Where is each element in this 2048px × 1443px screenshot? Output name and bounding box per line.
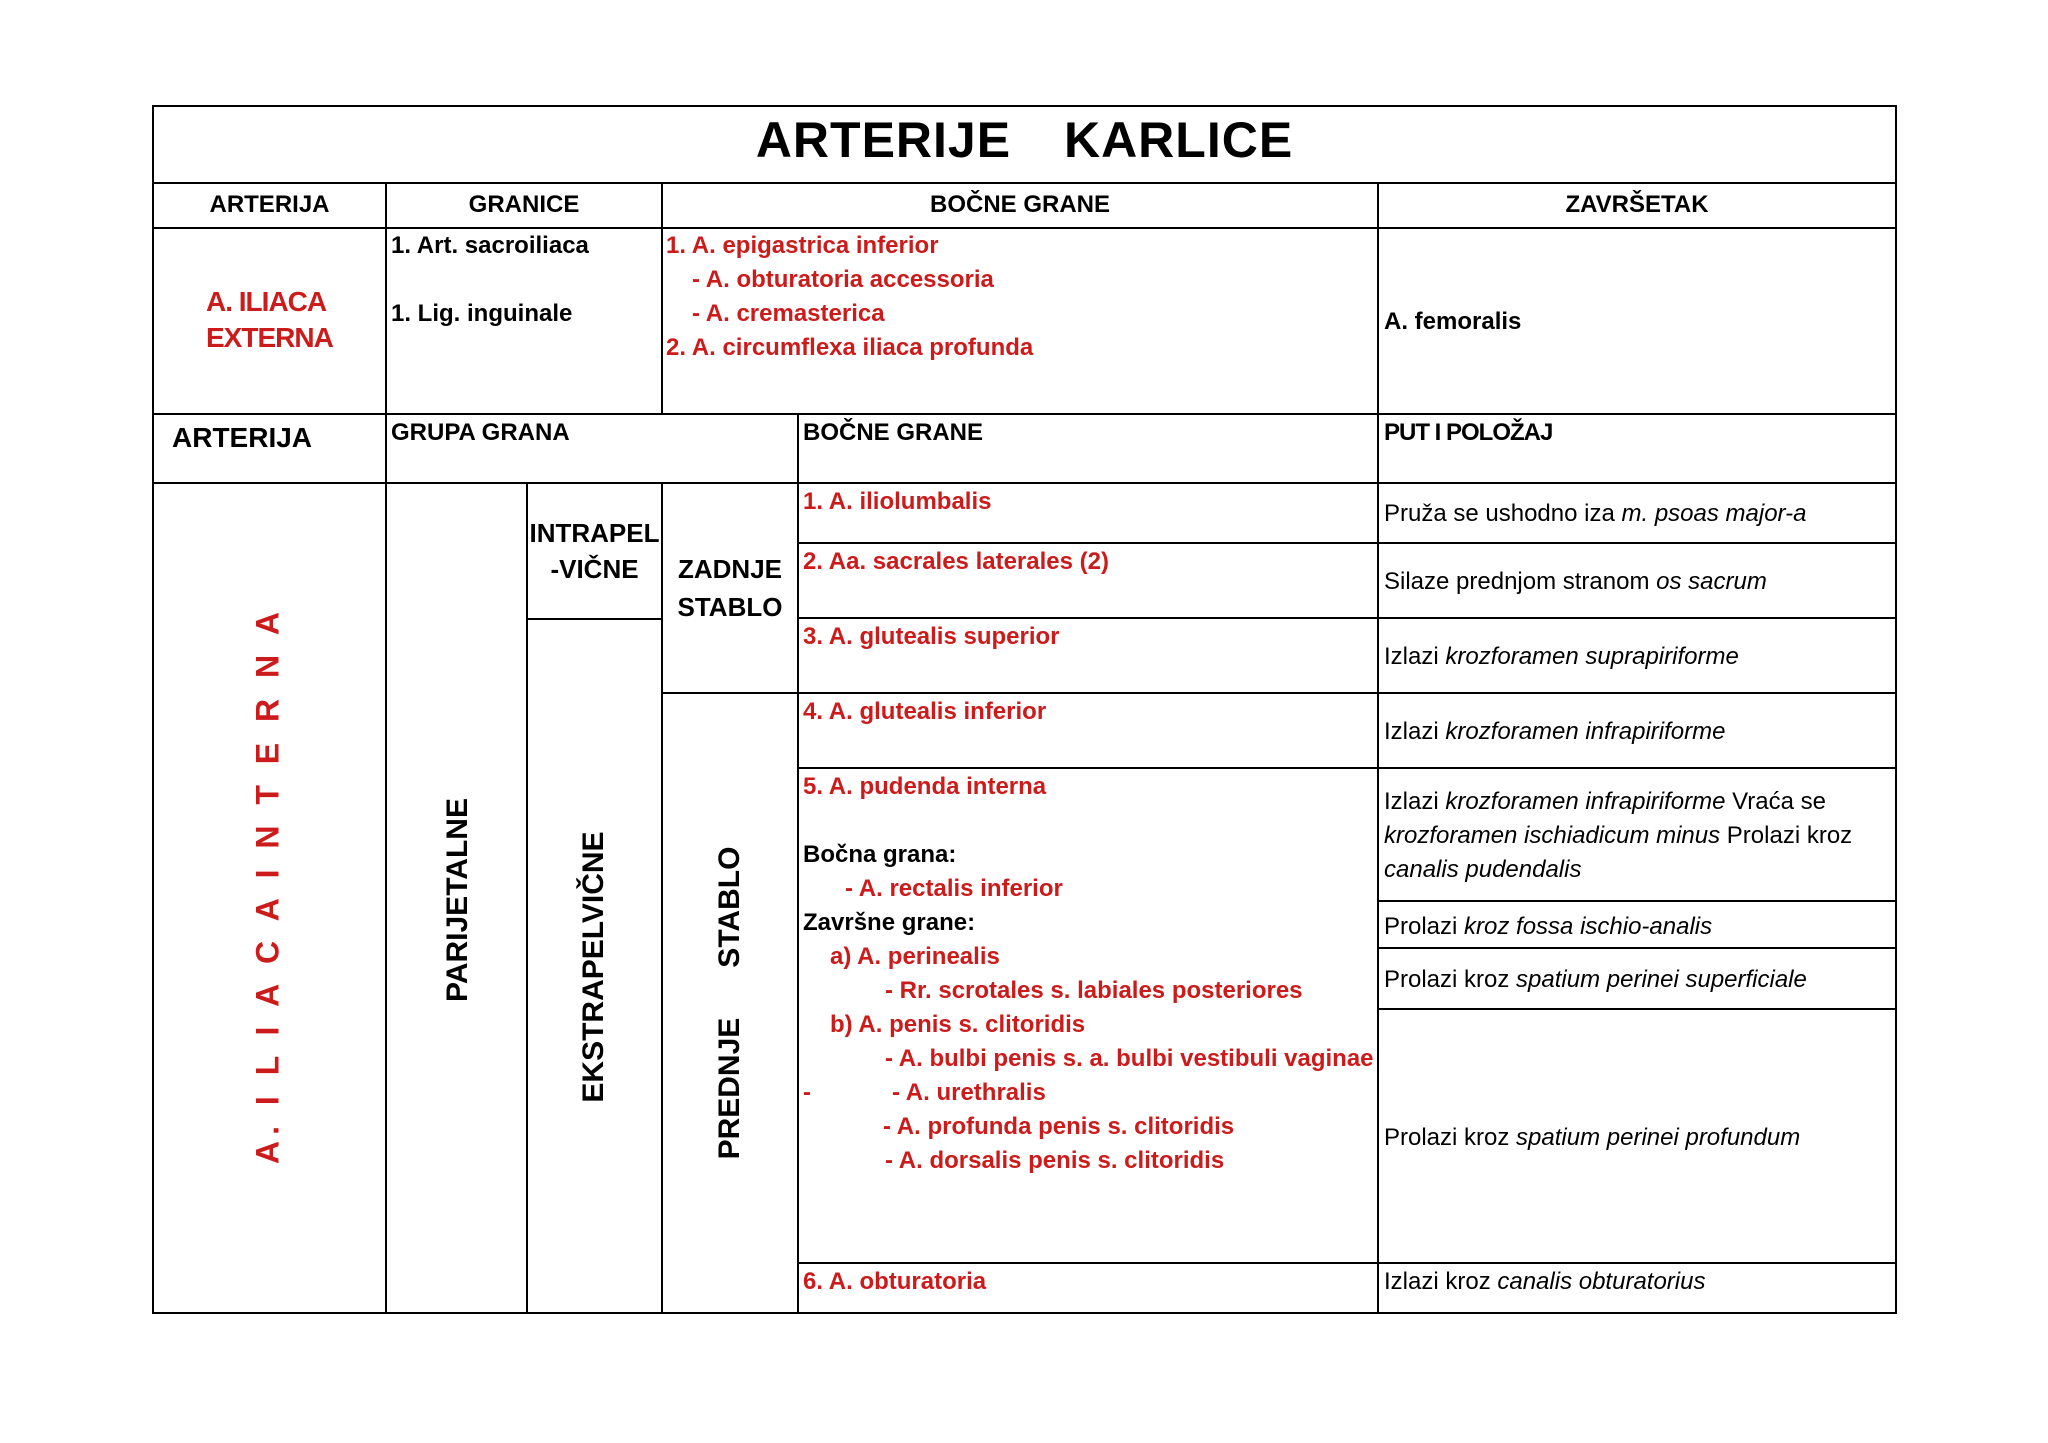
put-perinei-superficiale: Prolazi kroz spatium perinei superficiale bbox=[1384, 966, 1807, 993]
put-pudenda-line1: Izlazi krozforamen infrapiriforme Vraća se bbox=[1384, 788, 1826, 815]
put-fossa: Prolazi kroz fossa ischio-analis bbox=[1384, 913, 1713, 940]
put-pudenda-line3: canalis pudendalis bbox=[1384, 856, 1582, 883]
branch-glutealis-superior: 3. A. glutealis superior bbox=[803, 623, 1060, 650]
branch-sacrales-laterales: 2. Aa. sacrales laterales (2) bbox=[803, 548, 1109, 575]
header-arterija: ARTERIJA bbox=[209, 191, 330, 218]
branch-pudenda-interna: 5. A. pudenda interna bbox=[803, 773, 1047, 800]
artery-iliaca-externa-line2: EXTERNA bbox=[206, 322, 333, 353]
zavrsetak-femoralis: A. femoralis bbox=[1384, 308, 1522, 335]
put-glutealis-inferior: Izlazi krozforamen infrapiriforme bbox=[1384, 718, 1726, 745]
branch-penis-clitoridis: b) A. penis s. clitoridis bbox=[830, 1011, 1086, 1038]
branch-bulbi-penis: - A. bulbi penis s. a. bulbi vestibuli vaginae bbox=[885, 1045, 1374, 1072]
branch-profunda-penis: - A. profunda penis s. clitoridis bbox=[883, 1113, 1235, 1140]
header-granice: GRANICE bbox=[468, 191, 580, 218]
stray-dash: - bbox=[803, 1079, 811, 1106]
branch-urethralis: - A. urethralis bbox=[892, 1079, 1046, 1106]
put-iliolumbalis: Pruža se ushodno iza m. psoas major-a bbox=[1384, 500, 1807, 527]
branch-obturatoria-accessoria: - A. obturatoria accessoria bbox=[692, 266, 994, 293]
label-zavrsne-grane: Završne grane: bbox=[803, 909, 976, 936]
group-parijetalne: PARIJETALNE bbox=[441, 798, 474, 1002]
group-intrapelvicne-line1: INTRAPEL bbox=[529, 518, 660, 548]
granica-1: 1. Art. sacroiliaca bbox=[391, 232, 589, 259]
branch-glutealis-inferior: 4. A. glutealis inferior bbox=[803, 698, 1047, 725]
prednje-stablo: PREDNJE STABLO bbox=[713, 846, 746, 1160]
header2-bocne-grane: BOČNE GRANE bbox=[803, 419, 984, 446]
put-glutealis-superior: Izlazi krozforamen suprapiriforme bbox=[1384, 643, 1739, 670]
put-perinei-profundum: Prolazi kroz spatium perinei profundum bbox=[1384, 1124, 1801, 1151]
branch-epigastrica: 1. A. epigastrica inferior bbox=[666, 232, 939, 259]
branch-obturatoria: 6. A. obturatoria bbox=[803, 1268, 987, 1295]
branch-rectalis-inferior: - A. rectalis inferior bbox=[845, 875, 1063, 902]
branch-perinealis: a) A. perinealis bbox=[830, 943, 1000, 970]
artery-iliaca-externa-line1: A. ILIACA bbox=[206, 286, 327, 317]
branch-cremasterica: - A. cremasterica bbox=[692, 300, 885, 327]
artery-iliaca-interna: A. I L I A C A I N T E R N A bbox=[249, 606, 286, 1164]
branch-circumflexa: 2. A. circumflexa iliaca profunda bbox=[666, 334, 1034, 361]
header2-grupa-grana: GRUPA GRANA bbox=[391, 419, 570, 446]
group-intrapelvicne-line2: -VIČNE bbox=[550, 554, 639, 584]
put-sacrales: Silaze prednjom stranom os sacrum bbox=[1384, 568, 1767, 595]
page-title: ARTERIJE KARLICE bbox=[755, 112, 1294, 168]
group-ekstrapelvicne: EKSTRAPELVIČNE bbox=[577, 831, 610, 1103]
header2-arterija: ARTERIJA bbox=[172, 422, 313, 453]
granica-2: 1. Lig. inguinale bbox=[391, 300, 573, 327]
put-pudenda-line2: krozforamen ischiadicum minus Prolazi kroz bbox=[1384, 822, 1853, 849]
zadnje-stablo-line1: ZADNJE bbox=[677, 554, 782, 584]
branch-scrotales: - Rr. scrotales s. labiales posteriores bbox=[885, 977, 1303, 1004]
header2-put-polozaj: PUT I POLOŽAJ bbox=[1384, 419, 1553, 446]
header-zavrsetak: ZAVRŠETAK bbox=[1565, 191, 1709, 218]
header-bocne-grane: BOČNE GRANE bbox=[929, 191, 1110, 218]
branch-dorsalis-penis: - A. dorsalis penis s. clitoridis bbox=[885, 1147, 1225, 1174]
put-obturatoria: Izlazi kroz canalis obturatorius bbox=[1384, 1268, 1706, 1295]
label-bocna-grana: Bočna grana: bbox=[803, 841, 957, 868]
branch-iliolumbalis: 1. A. iliolumbalis bbox=[803, 488, 992, 515]
zadnje-stablo-line2: STABLO bbox=[677, 592, 783, 622]
